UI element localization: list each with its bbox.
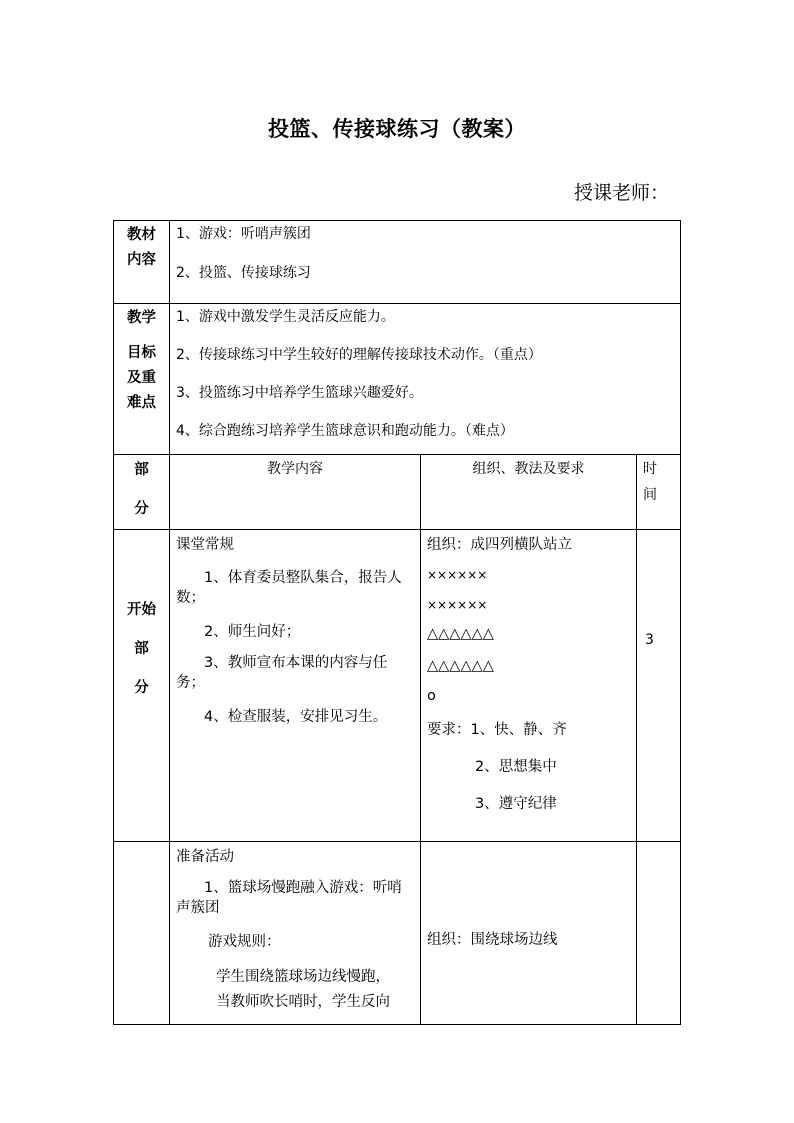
material-item: 1、游戏：听哨声簇团 — [176, 226, 311, 242]
goals-content-cell — [170, 304, 681, 455]
start-label-3: 分 — [134, 680, 149, 696]
header-time-1: 时 — [643, 461, 657, 477]
start-item: 2、师生问好； — [204, 624, 301, 640]
goal-item: 2、传接球练习中学生较好的理解传接球技术动作。（重点） — [176, 347, 542, 363]
start-label-cell — [114, 530, 170, 842]
goals-label-4: 难点 — [127, 395, 156, 411]
formation-row-cross: ×××××× — [427, 568, 488, 582]
goal-item: 1、游戏中激发学生灵活反应能力。 — [176, 309, 395, 325]
formation-row-cross: ×××××× — [427, 598, 488, 612]
goals-row — [114, 304, 681, 455]
prep-content-cell — [170, 842, 421, 1025]
material-content-cell — [170, 221, 681, 304]
start-item: 4、检查服装，安排见习生。 — [204, 709, 388, 725]
start-item: 3、教师宣布本课的内容与任务； — [176, 655, 388, 691]
formation-row-triangle: △△△△△△ — [427, 626, 494, 642]
material-item: 2、投篮、传接球练习 — [176, 265, 311, 281]
start-time-cell — [637, 530, 681, 842]
goals-label-cell — [114, 304, 170, 455]
header-time-2: 间 — [643, 487, 657, 503]
lesson-plan-table — [113, 220, 681, 1025]
start-row — [114, 530, 681, 842]
prep-item: 1、篮球场慢跑融入游戏：听哨声簇团 — [176, 880, 402, 916]
prep-rules-label: 游戏规则： — [208, 934, 281, 950]
header-org: 组织、教法及要求 — [472, 461, 585, 477]
start-label-1: 开始 — [127, 602, 156, 618]
prep-heading: 准备活动 — [176, 849, 234, 865]
start-requirement: 要求：1、快、静、齐 — [427, 722, 567, 738]
material-row — [114, 221, 681, 304]
start-label-2: 部 — [134, 641, 149, 657]
prep-rules-text: 当教师吹长哨时，学生反向 — [216, 994, 390, 1010]
header-org-cell — [421, 455, 637, 530]
prep-label-cell — [114, 842, 170, 1025]
header-content-cell — [170, 455, 421, 530]
page-title: 投篮、传接球练习（教案） — [268, 117, 526, 141]
formation-row-triangle: △△△△△△ — [427, 658, 494, 674]
header-time-cell — [637, 455, 681, 530]
goal-item: 4、综合跑练习培养学生篮球意识和跑动能力。（难点） — [176, 423, 514, 439]
material-label-cell — [114, 221, 170, 304]
header-content: 教学内容 — [267, 461, 323, 477]
start-org-cell — [421, 530, 637, 842]
start-heading: 课堂常规 — [176, 537, 234, 553]
header-part-1: 部 — [134, 462, 149, 478]
prep-org-cell — [421, 842, 637, 1025]
goal-item: 3、投篮练习中培养学生篮球兴趣爱好。 — [176, 385, 423, 401]
material-label-1: 教材 — [127, 227, 156, 243]
teacher-label: 授课老师： — [574, 182, 670, 204]
header-row — [114, 455, 681, 530]
start-time: 3 — [645, 632, 654, 648]
prep-org: 组织：围绕球场边线 — [427, 932, 558, 948]
goals-label-2: 目标 — [127, 345, 156, 361]
material-label-2: 内容 — [127, 252, 156, 268]
start-org: 组织：成四列横队站立 — [427, 537, 572, 553]
prep-rules-text: 学生围绕篮球场边线慢跑， — [216, 969, 390, 985]
header-part-2: 分 — [134, 501, 149, 517]
goals-label-1: 教学 — [127, 310, 156, 326]
start-content-cell — [170, 530, 421, 842]
teacher-position-mark: o — [427, 688, 436, 704]
prep-row — [114, 842, 681, 1025]
start-requirement: 2、思想集中 — [475, 759, 557, 775]
prep-time-cell — [637, 842, 681, 1025]
goals-label-3: 及重 — [127, 370, 156, 386]
start-requirement: 3、遵守纪律 — [475, 796, 557, 812]
header-part-cell — [114, 455, 170, 530]
start-item: 1、体育委员整队集合，报告人数； — [176, 570, 402, 606]
